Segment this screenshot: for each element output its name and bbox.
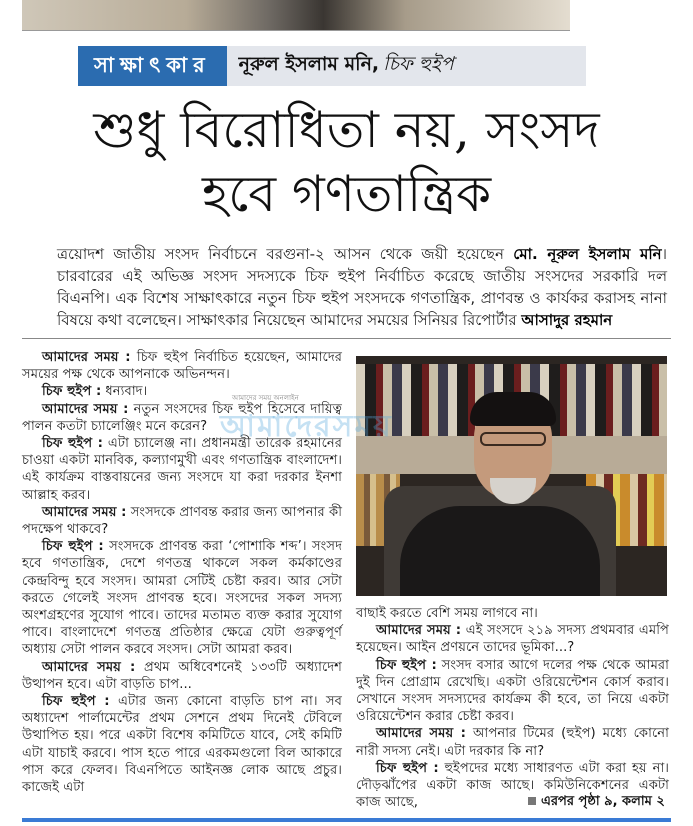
qa-item: [22, 349, 342, 383]
qa-item: [22, 504, 342, 538]
bottom-bar: [22, 818, 671, 822]
speaker: আমাদের সময় :: [42, 401, 129, 417]
watermark-small: আমাদের সময় অনলাইন: [232, 394, 299, 402]
qa-text: ধন্যবাদ।: [101, 384, 148, 400]
intro-part-1: ত্রয়োদশ জাতীয় সংসদ নির্বাচনে বরগুনা-২ আসন থেকে জয়ী হয়েছেন: [57, 245, 514, 263]
speaker: আমাদের সময় :: [376, 726, 466, 742]
qa-text: সংসদ বসার আগে দলের পক্ষ থেকে আমরা দুই দিন প্রোগ্রাম রেখেছি। একটা ওরিয়েন্টেশন কোর্স করাব। সেখানে সংসদ সদস্যদের কার্যক্রম কী হবে, তা নিয়ে একটা ওরিয়েন্টেশন করার চেষ্টা করব।: [356, 657, 670, 725]
speaker: আমাদের সময় :: [376, 623, 462, 639]
qa-item: [356, 725, 669, 759]
person-hair: [470, 392, 556, 426]
top-photo-strip: [22, 0, 570, 31]
qa-item: [22, 538, 342, 658]
intro-paragraph: [57, 243, 667, 331]
qa-text: হুইপদের মধ্যে সাধারণত এটা করা হয় না। দৌড়ঝাঁপের একটা কাজ আছে। কমিউনিকেশনের একটা কাজ আছে,: [356, 760, 669, 811]
qa-text: সংসদকে প্রাণবন্ত করার জন্য আপনার কী পদক্ষেপ থাকবে?: [22, 504, 342, 538]
interviewee-photo: [356, 356, 667, 596]
qa-text: নতুন সংসদের চিফ হুইপ হিসেবে দায়িত্ব পালন কতটা চ্যালেঞ্জিং মনে করেন?: [22, 401, 342, 434]
speaker: চিফ হুইপ :: [376, 657, 437, 673]
divider: [22, 338, 671, 339]
qa-item: [356, 657, 669, 726]
glasses: [480, 432, 546, 446]
speaker: আমাদের সময় :: [42, 504, 127, 520]
intro-name: মো. নূরুল ইসলাম মনি: [513, 245, 662, 263]
qa-text: এটা চ্যালেঞ্জ না। প্রধানমন্ত্রী তারেক রহমানের চাওয়া একটা মানবিক, কল্যাণমুখী এবং গণতান্ত্রিক বাংলাদেশ। এই কার্যক্রম বাস্তবায়নের জন্য সংসদে যা করা দরকার ইনশা আল্লাহ করব।: [22, 436, 343, 503]
speaker: চিফ হুইপ :: [42, 539, 104, 555]
qa-item: [22, 659, 342, 693]
speaker: চিফ হুইপ :: [376, 760, 439, 776]
continuation-text: বাছাই করতে বেশি সময় লাগবে না।: [356, 606, 538, 621]
qa-text: এই সংসদে ২১৯ সদস্য প্রথমবার এমপি হয়েছেন। আইন প্রণয়নে তাদের ভূমিকা...?: [356, 623, 669, 656]
qa-text: সংসদকে প্রাণবন্ত করা ‘পোশাকি শব্দ’। সংসদ হবে গণতান্ত্রিক, দেশে গণতন্ত্র থাকলে সকল কর্মকাণ্ডের কেন্দ্রবিন্দু হবে সংসদ। আমরা সেটিই চেষ্টা করব। আর সেটা করতে গেলেই সংসদ প্রাণবন্ত হবে। সংসদের সকল সদস্য অংশগ্রহণের সুযোগ পাবে। তাদের মতামত ব্যক্ত করার সুযোগ পাবে। বাংলাদেশে গণতন্ত্র প্রতিষ্ঠার ক্ষেত্রে যেটা গুরুত্বপূর্ণ অধ্যায় সেটা পালন করবে সংসদ। সেটা আমরা করব।: [22, 539, 342, 658]
speaker: চিফ হুইপ :: [42, 694, 110, 710]
watermark: আমাদেরসময়: [220, 409, 393, 444]
intro-part-2: । চারবারের এই অভিজ্ঞ সংসদ সদস্যকে চিফ হুইপ নির্বাচিত করেছে জাতীয় সংসদের সরকারি দল বিএনপি। এক বিশেষ সাক্ষাৎকারে নতুন চিফ হুইপ সংসদকে গণতান্ত্রিক, প্রাণবন্ত ও কার্যকর করাসহ নানা বিষয়ে কথা বলেছেন। সাক্ষাৎকার নিয়েছেন আমাদের সময়ের সিনিয়র রিপোর্টার: [57, 245, 667, 329]
kicker-banner: [78, 46, 586, 86]
speaker: আমাদের সময় :: [42, 350, 131, 365]
continued-text: এরপর পৃষ্ঠা ৯, কলাম ২: [541, 794, 665, 809]
qa-text: প্রথম অধিবেশনেই ১৩৩টি অধ্যাদেশ উত্থাপন হবে। এটা বাড়তি চাপ...: [22, 659, 342, 692]
kicker-byline: [227, 46, 454, 86]
qa-text: চিফ হুইপ নির্বাচিত হয়েছেন, আমাদের সময়ের পক্ষ থেকে আপনাকে অভিনন্দন।: [22, 350, 342, 383]
intro-reporter: আসাদুর রহমান: [521, 311, 613, 329]
speaker: আমাদের সময় :: [42, 659, 136, 675]
headline-line-2: হবে গণতান্ত্রিক: [201, 165, 492, 223]
headline-line-1: শুধু বিরোধিতা নয়, সংসদ: [93, 101, 600, 159]
qa-item: [22, 693, 342, 796]
interview-column-right: [356, 605, 669, 811]
interviewee-name: নূরুল ইসলাম মনি,: [238, 53, 380, 75]
kicker-label: সাক্ষাৎকার: [78, 46, 227, 86]
square-icon: [528, 797, 536, 805]
speaker: চিফ হুইপ :: [42, 384, 102, 400]
qa-text: আপনার টিমের (হুইপ) মধ্যে কোনো নারী সদস্য নেই। এটা দরকার কি না?: [356, 726, 669, 759]
continued-reference: [528, 792, 665, 813]
person-body: [400, 506, 600, 596]
interviewee-role: চিফ হুইপ: [383, 53, 454, 75]
headline: [20, 98, 673, 226]
qa-text: এটার জন্য কোনো বাড়তি চাপ না। সব অধ্যাদেশ পার্লামেন্টের প্রথম সেশনে প্রথম দিনেই টেবিলে উত্থাপিত হয়। পরে একটা বিশেষ কমিটিতে যাবে, সেই কমিটি এটা যাচাই করবে। পাস হতে পারে এরকমগুলো বিল আকারে পাস করে ফেলব। বিএনপিতে আইনজ্ঞ লোক আছে প্রচুর। কাজেই এটা: [22, 694, 343, 796]
qa-item: [356, 622, 669, 656]
speaker: চিফ হুইপ :: [42, 436, 103, 452]
